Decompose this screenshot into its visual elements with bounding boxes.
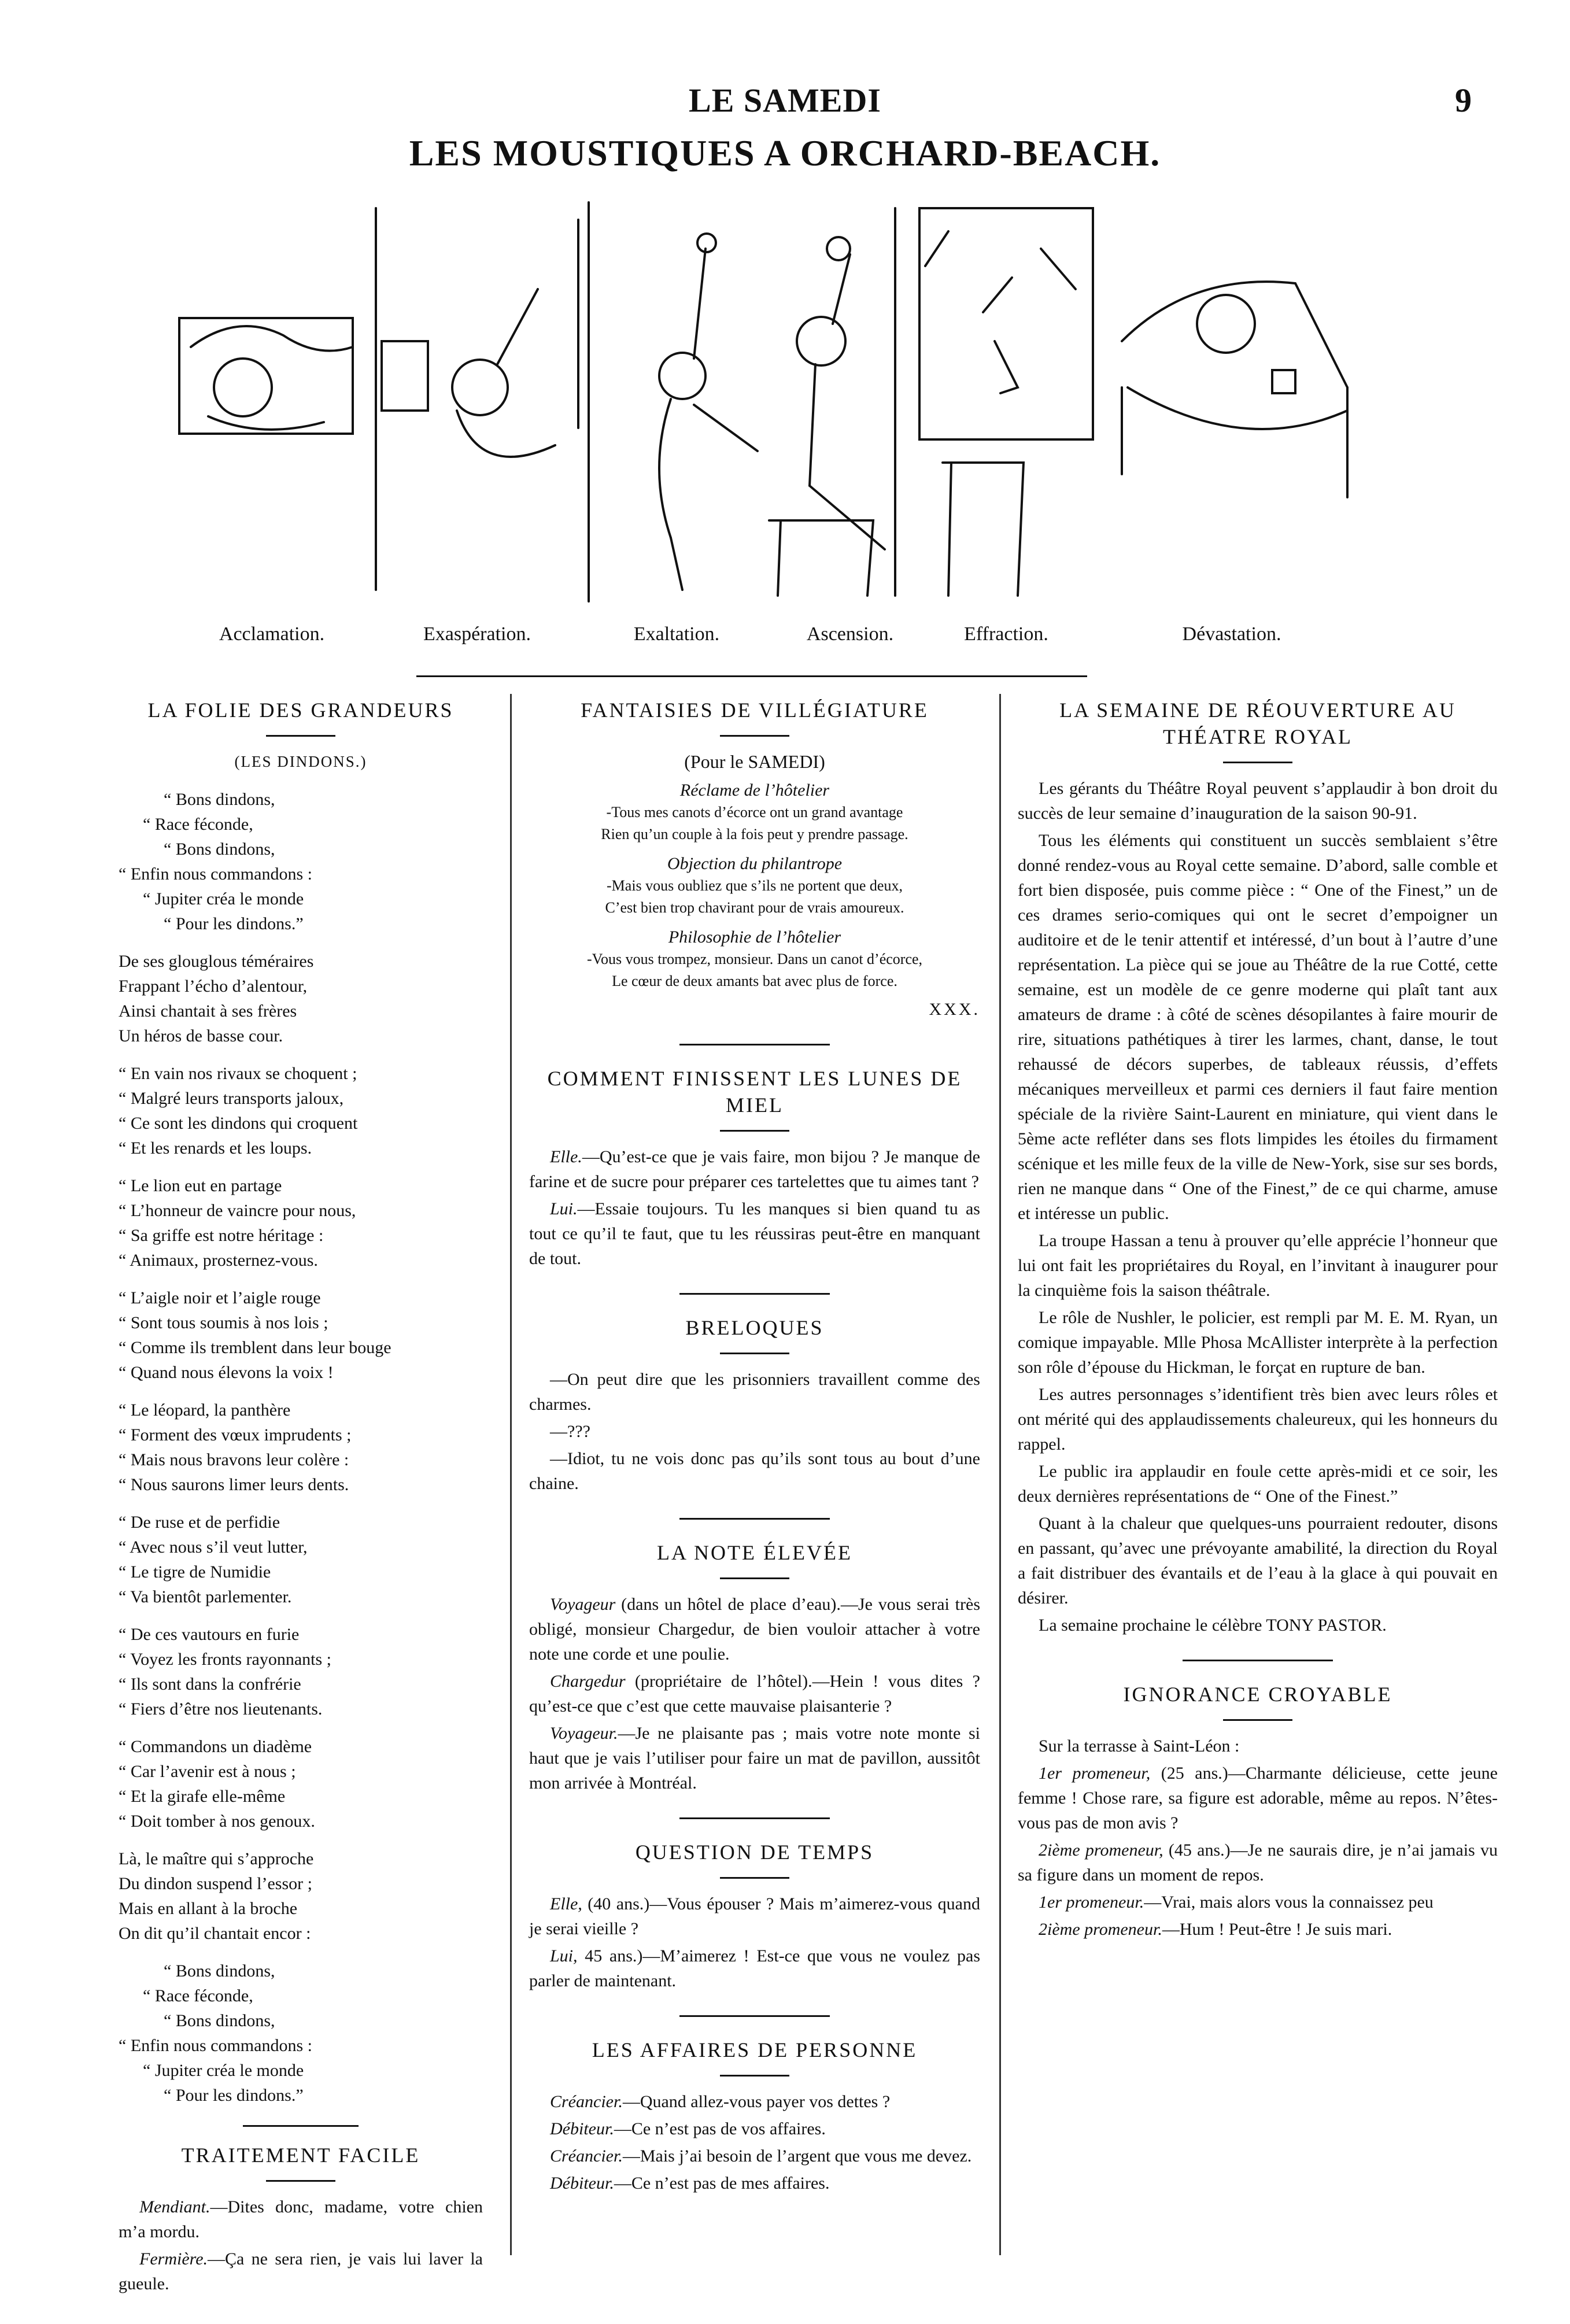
speaker: Fermière. bbox=[139, 2249, 208, 2268]
page-number: 9 bbox=[1455, 82, 1472, 119]
speaker: 2ième promeneur, bbox=[1039, 1841, 1163, 1860]
paragraph: —Idiot, tu ne vois donc pas qu’ils sont tous au bout d’une chaine. bbox=[529, 1449, 980, 1493]
title-rule bbox=[266, 735, 335, 737]
dialogue-line bbox=[529, 1196, 980, 1271]
verse-line: -Tous mes canots d’écorce ont un grand avantage bbox=[606, 804, 903, 821]
poem-line: “ L’honneur de vaincre pour nous, bbox=[119, 1201, 356, 1220]
speaker: Elle. bbox=[550, 1147, 582, 1166]
poem-stanza bbox=[119, 787, 483, 936]
article-title: QUESTION DE TEMPS bbox=[635, 1841, 874, 1864]
dialogue-line bbox=[529, 2171, 980, 2196]
speaker: Débiteur. bbox=[550, 2174, 614, 2193]
poem-line: “ Jupiter créa le monde bbox=[143, 889, 304, 908]
poem-line: “ Enfin nous commandons : bbox=[119, 864, 312, 884]
column-right bbox=[1018, 697, 1498, 1944]
poem-stanza bbox=[119, 1285, 483, 1385]
title-rule bbox=[720, 2075, 789, 2077]
section-rule bbox=[679, 1293, 830, 1295]
caption-exaltation: Exaltation. bbox=[633, 623, 720, 645]
paragraph: Tous les éléments qui constituent un succès semblaient s’être donné rendez-vous au Royal cette semaine. D’abord, salle comble et fort bien disposée, puis comme pièce : “ One of the Finest,” un de ces drames serio-comiques qui ont le secret d’empoigner un auditoire et de le tenir attentif et intéressé, d’un bout à l’autre d’une représentation. La pièce qui se joue au Théâtre de la rue Cotté, cette semaine, est un modèle de ce genre moderne qui plaît tant aux amateurs de drame : à côté de scènes désopilantes à faire mourir de rire, situations pathétiques à tirer les larmes, chant, danse, le tout rehaussé de décors superbes, de tableaux réussis, d’effets mécaniques merveilleux et parmi ces derniers il faut faire mention spéciale de la rivière Saint-Laurent en miniature, qui vient dans le 5ème acte refléter dans ses flots limpides les étoiles du firmament scénique et les mille feux de la ville de New-York, sise sur ses bords, rien ne manque dans “ One of the Finest,” de ce qui charme, amuse et intéresse un public. bbox=[1018, 831, 1498, 1223]
poem-line: “ Race féconde, bbox=[143, 815, 253, 834]
dialogue-line bbox=[529, 1891, 980, 1941]
speech: (25 ans.)—Charmante délicieuse, cette jeune femme ! Chose rare, sa figure est adorable, même au repos. N’êtes-vous pas de mon avis ? bbox=[1018, 1764, 1498, 1832]
article-title: BRELOQUES bbox=[685, 1316, 824, 1339]
paragraph: La troupe Hassan a tenu à prouver qu’elle apprécie l’honneur que lui ont fait les propriétaires du Royal, en l’invitant à inaugurer pour la cinquième fois la saison théâtrale. bbox=[1018, 1231, 1498, 1300]
speech: —Ce n’est pas de mes affaires. bbox=[614, 2174, 830, 2193]
verse-line: Le cœur de deux amants bat avec plus de force. bbox=[612, 973, 897, 989]
caption-ascension: Ascension. bbox=[806, 623, 894, 645]
poem-line: “ Sont tous soumis à nos lois ; bbox=[119, 1313, 328, 1332]
dialogue-line bbox=[1018, 1838, 1498, 1887]
paragraph: Les autres personnages s’identifient très bien avec leurs rôles et ont mérité qui des applaudissements chaleureux, qui les honneurs du rappel. bbox=[1018, 1385, 1498, 1454]
paragraph: Quant à la chaleur que quelques-uns pourraient redouter, disons en passant, qu’avec une prévoyante amabilité, la direction du Royal a fait distribuer des évantails et de l’eau à la glace à qui pouvait en désirer. bbox=[1018, 1514, 1498, 1608]
dialogue-line bbox=[529, 2089, 980, 2114]
dialogue-line bbox=[529, 1669, 980, 1719]
poem-line: “ Et la girafe elle-même bbox=[119, 1787, 286, 1806]
speaker: Lui, bbox=[550, 1946, 578, 1965]
speech: (propriétaire de l’hôtel).—Hein ! vous dites ? qu’est-ce que c’est que cette mauvaise plaisanterie ? bbox=[529, 1672, 980, 1716]
signature: XXX. bbox=[929, 1000, 980, 1019]
panel-ascension bbox=[769, 237, 885, 596]
caption-acclamation: Acclamation. bbox=[219, 623, 325, 645]
speaker: Créancier. bbox=[550, 2146, 623, 2166]
panel-devastation bbox=[1122, 282, 1347, 497]
speech: (dans un hôtel de place d’eau).—Je vous serai très obligé, monsieur Chargedur, de bien vouloir attacher à votre note une corde et une poulie. bbox=[529, 1595, 980, 1664]
title-rule bbox=[720, 1877, 789, 1879]
poem-line: Ainsi chantait à ses frères bbox=[119, 1002, 297, 1021]
speaker: Lui. bbox=[550, 1199, 578, 1218]
speaker: Chargedur bbox=[550, 1672, 626, 1691]
poem-line: “ Quand nous élevons la voix ! bbox=[119, 1363, 334, 1382]
dialogue-line bbox=[529, 1944, 980, 1993]
speaker: Voyageur. bbox=[550, 1724, 618, 1743]
speech: —Je ne plaisante pas ; mais votre note monte si haut que je vais l’utiliser pour faire un mat de pavillon, aussitôt mon arrivée à Montréal. bbox=[529, 1724, 980, 1793]
article-title: COMMENT FINISSENT LES LUNES DE MIEL bbox=[547, 1067, 962, 1117]
dialogue-line bbox=[529, 1592, 980, 1667]
article-title: LA FOLIE DES GRANDEURS bbox=[147, 699, 454, 722]
speaker: 2ième promeneur. bbox=[1039, 1920, 1162, 1939]
poem-line: “ Bons dindons, bbox=[164, 790, 275, 809]
article-title: IGNORANCE CROYABLE bbox=[1123, 1683, 1392, 1706]
article-subtitle: (Pour le SAMEDI) bbox=[684, 751, 825, 772]
dialogue-line bbox=[529, 2144, 980, 2168]
poem-line: “ Bons dindons, bbox=[164, 2011, 275, 2030]
poem-stanza bbox=[119, 1510, 483, 1609]
column-divider bbox=[999, 694, 1001, 2255]
dialogue-line bbox=[119, 2247, 483, 2296]
poem-line: “ Malgré leurs transports jaloux, bbox=[119, 1089, 344, 1108]
speech: (40 ans.)—Vous épouser ? Mais m’aimerez-vous quand je serai vieille ? bbox=[529, 1894, 980, 1938]
poem-line: “ Ils sont dans la confrérie bbox=[119, 1675, 301, 1694]
speech: —Vrai, mais alors vous la connaissez peu bbox=[1144, 1893, 1434, 1912]
poem-line: “ Doit tomber à nos genoux. bbox=[119, 1812, 315, 1831]
title-rule bbox=[1223, 1719, 1292, 1721]
speech: —Essaie toujours. Tu les manques si bien quand tu as tout ce qu’il te faut, que tu les réussiras peut-être en manquant de tout. bbox=[529, 1199, 980, 1268]
article-title: FANTAISIES DE VILLÉGIATURE bbox=[581, 699, 929, 722]
poem-line: “ Forment des vœux imprudents ; bbox=[119, 1425, 352, 1444]
section-heading: Réclame de l’hôtelier bbox=[679, 781, 830, 800]
panel-effraction bbox=[919, 208, 1093, 596]
verse-line: -Vous vous trompez, monsieur. Dans un canot d’écorce, bbox=[586, 951, 923, 967]
cartoon-strip bbox=[173, 197, 1359, 625]
poem-line: “ Avec nous s’il veut lutter, bbox=[119, 1538, 308, 1557]
poem-line: Frappant l’écho d’alentour, bbox=[119, 977, 308, 996]
caption-effraction: Effraction. bbox=[964, 623, 1048, 645]
dialogue-line bbox=[529, 1721, 980, 1795]
section-rule bbox=[679, 2015, 830, 2017]
speech: —Quand allez-vous payer vos dettes ? bbox=[622, 2092, 891, 2111]
dialogue-line bbox=[1018, 1890, 1498, 1915]
section-rule bbox=[679, 1817, 830, 1819]
poem-line: “ En vain nos rivaux se choquent ; bbox=[119, 1064, 357, 1083]
title-rule bbox=[720, 1130, 789, 1132]
poem-line: Mais en allant à la broche bbox=[119, 1899, 298, 1918]
poem-line: “ Bons dindons, bbox=[164, 1961, 275, 1981]
panel-acclamation bbox=[179, 318, 353, 434]
column-left bbox=[119, 697, 483, 2299]
poem-stanza bbox=[119, 1734, 483, 1834]
poem-stanza bbox=[119, 1959, 483, 2108]
verse-line: -Mais vous oubliez que s’ils ne portent que deux, bbox=[607, 877, 903, 894]
paragraph: La semaine prochaine le célèbre TONY PASTOR. bbox=[1039, 1616, 1387, 1635]
poem-line: Là, le maître qui s’approche bbox=[119, 1849, 314, 1868]
article-title: LA NOTE ÉLEVÉE bbox=[657, 1541, 852, 1564]
poem-line: “ Mais nous bravons leur colère : bbox=[119, 1450, 349, 1469]
poem-line: Du dindon suspend l’essor ; bbox=[119, 1874, 312, 1893]
poem-line: “ Voyez les fronts rayonnants ; bbox=[119, 1650, 331, 1669]
speech: —Ce n’est pas de vos affaires. bbox=[614, 2119, 826, 2138]
speech: —Dites donc, madame, votre chien m’a mordu. bbox=[119, 2197, 483, 2241]
speaker: Débiteur. bbox=[550, 2119, 614, 2138]
poem-line: “ Ce sont les dindons qui croquent bbox=[119, 1114, 358, 1133]
poem-line: “ De ruse et de perfidie bbox=[119, 1513, 280, 1532]
poem-stanza bbox=[119, 949, 483, 1048]
caption-exasperation: Exaspération. bbox=[423, 623, 531, 645]
article-title: LES AFFAIRES DE PERSONNE bbox=[592, 2038, 918, 2061]
poem-stanza bbox=[119, 1846, 483, 1946]
poem-stanza bbox=[119, 1173, 483, 1273]
article-title: TRAITEMENT FACILE bbox=[181, 2144, 420, 2167]
title-rule bbox=[1223, 762, 1292, 763]
paragraph: Sur la terrasse à Saint-Léon : bbox=[1039, 1736, 1240, 1756]
paragraph: Les gérants du Théâtre Royal peuvent s’applaudir à bon droit du succès de leur semaine d’inauguration de la saison 90-91. bbox=[1018, 779, 1498, 823]
speech: 45 ans.)—M’aimerez ! Est-ce que vous ne voulez pas parler de maintenant. bbox=[529, 1946, 980, 1990]
dialogue-line bbox=[1018, 1917, 1498, 1942]
poem-line: “ De ces vautours en furie bbox=[119, 1625, 300, 1644]
dialogue-line bbox=[529, 2116, 980, 2141]
poem-stanza bbox=[119, 1398, 483, 1497]
verse-line: Rien qu’un couple à la fois peut y prendre passage. bbox=[601, 826, 908, 843]
column-divider bbox=[510, 694, 512, 2255]
speaker: Créancier. bbox=[550, 2092, 623, 2111]
poem-line: “ Commandons un diadème bbox=[119, 1737, 312, 1756]
poem-stanza bbox=[119, 1622, 483, 1721]
section-heading: Philosophie de l’hôtelier bbox=[668, 928, 841, 947]
dialogue-line bbox=[529, 1144, 980, 1194]
poem-line: Un héros de basse cour. bbox=[119, 1026, 283, 1045]
poem-line: “ Jupiter créa le monde bbox=[143, 2061, 304, 2080]
poem-line: “ Va bientôt parlementer. bbox=[119, 1587, 292, 1606]
speech: (45 ans.)—Je ne saurais dire, je n’ai jamais vu sa figure dans un moment de repos. bbox=[1018, 1841, 1498, 1885]
paragraph: —??? bbox=[550, 1422, 590, 1441]
speaker: Voyageur bbox=[550, 1595, 616, 1614]
article-title: LA SEMAINE DE RÉOUVERTURE AU THÉATRE ROYAL bbox=[1059, 699, 1456, 748]
poem-line: “ Car l’avenir est à nous ; bbox=[119, 1762, 296, 1781]
title-rule bbox=[266, 2180, 335, 2182]
poem-line: “ Pour les dindons.” bbox=[164, 914, 304, 933]
poem-line: De ses glouglous téméraires bbox=[119, 952, 314, 971]
poem-line: “ Comme ils tremblent dans leur bouge bbox=[119, 1338, 391, 1357]
poem-stanza bbox=[119, 1061, 483, 1161]
poem-line: “ Nous saurons limer leurs dents. bbox=[119, 1475, 349, 1494]
poem-line: “ Animaux, prosternez-vous. bbox=[119, 1251, 318, 1270]
title-rule bbox=[720, 1577, 789, 1579]
verse-line: C’est bien trop chavirant pour de vrais amoureux. bbox=[605, 899, 904, 916]
poem-line: “ L’aigle noir et l’aigle rouge bbox=[119, 1288, 321, 1307]
panel-exasperation bbox=[382, 220, 578, 457]
section-rule bbox=[1183, 1660, 1333, 1661]
speaker: 1er promeneur, bbox=[1039, 1764, 1151, 1783]
cartoon-title: LES MOUSTIQUES A ORCHARD-BEACH. bbox=[409, 132, 1161, 173]
poem-line: “ Bons dindons, bbox=[164, 840, 275, 859]
poem-line: “ Le lion eut en partage bbox=[119, 1176, 282, 1195]
poem-line: “ Sa griffe est notre héritage : bbox=[119, 1226, 324, 1245]
title-rule bbox=[720, 735, 789, 737]
paragraph: Le public ira applaudir en foule cette après-midi et ce soir, les deux dernières représentations de “ One of the Finest.” bbox=[1018, 1462, 1498, 1506]
speech: —Mais j’ai besoin de l’argent que vous me devez. bbox=[622, 2146, 972, 2166]
speech: —Hum ! Peut-être ! Je suis mari. bbox=[1162, 1920, 1392, 1939]
dialogue-line bbox=[119, 2194, 483, 2244]
title-rule bbox=[720, 1353, 789, 1354]
section-rule bbox=[243, 2125, 359, 2127]
dialogue-line bbox=[1018, 1761, 1498, 1835]
cartoon-captions bbox=[173, 623, 1359, 658]
poem-line: “ Le léopard, la panthère bbox=[119, 1401, 291, 1420]
poem-line: “ Et les renards et les loups. bbox=[119, 1139, 312, 1158]
speech: —Qu’est-ce que je vais faire, mon bijou ? Je manque de farine et de sucre pour préparer ces tartelettes que tu aimes tant ? bbox=[529, 1147, 980, 1191]
speaker: Mendiant. bbox=[139, 2197, 210, 2216]
section-rule bbox=[679, 1518, 830, 1520]
paragraph: Le rôle de Nushler, le policier, est rempli par M. E. M. Ryan, un comique impayable. Mlle Phosa McAllister interprète à la perfection son rôle d’épouse du Hickman, le forçat en rupture de ban. bbox=[1018, 1308, 1498, 1377]
poem-line: On dit qu’il chantait encor : bbox=[119, 1924, 311, 1943]
poem-line: “ Race féconde, bbox=[143, 1986, 253, 2005]
speaker: Elle, bbox=[550, 1894, 582, 1913]
section-rule bbox=[679, 1044, 830, 1045]
poem-line: “ Pour les dindons.” bbox=[164, 2086, 304, 2105]
paragraph: —On peut dire que les prisonniers travaillent comme des charmes. bbox=[529, 1370, 980, 1414]
caption-devastation: Dévastation. bbox=[1182, 623, 1281, 645]
poem-line: “ Enfin nous commandons : bbox=[119, 2036, 312, 2055]
poem-line: “ Le tigre de Numidie bbox=[119, 1562, 271, 1582]
panel-exaltation bbox=[659, 234, 758, 590]
speech: —Ça ne sera rien, je vais lui laver la gueule. bbox=[119, 2249, 483, 2293]
speaker: 1er promeneur. bbox=[1039, 1893, 1144, 1912]
article-subtitle: (LES DINDONS.) bbox=[234, 753, 367, 770]
journal-title: LE SAMEDI bbox=[689, 82, 881, 119]
header-rule bbox=[416, 675, 1087, 677]
column-middle bbox=[529, 697, 980, 2198]
section-heading: Objection du philantrope bbox=[667, 854, 843, 873]
poem-line: “ Fiers d’être nos lieutenants. bbox=[119, 1699, 323, 1719]
